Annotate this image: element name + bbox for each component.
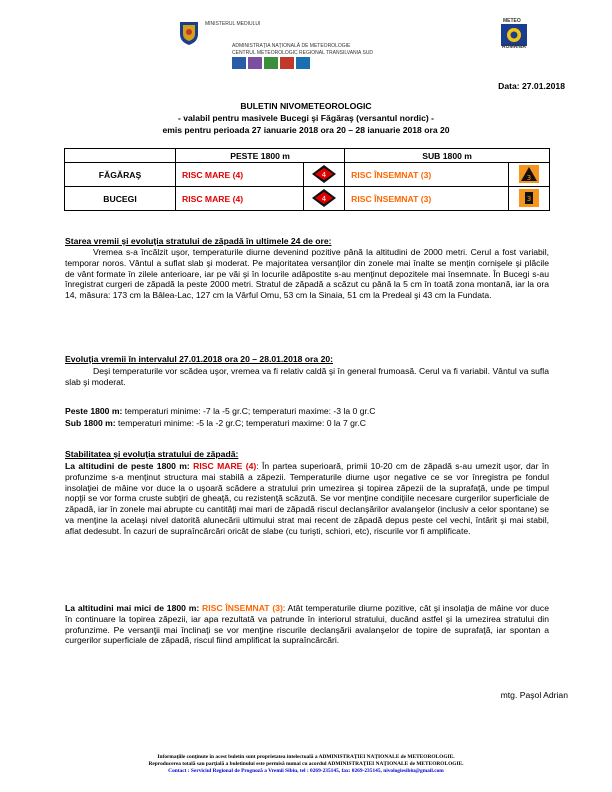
forecast-below-text: temperaturi minime: -5 la -2 gr.C; temperaturi maxime: 0 la 7 gr.C [115,418,366,428]
bulletin-title: BULETIN NIVOMETEOROLOGIC [240,101,372,111]
svg-text:3: 3 [526,194,532,203]
bulletin-period: emis pentru perioada 27 ianuarie 2018 ora 20 – 28 ianuarie 2018 ora 20 [162,125,450,135]
risk-table [64,148,550,211]
risk-below: RISC ÎNSEMNAT (3) [345,163,509,187]
section-forecast-heading: Evoluţia vremii în intervalul 27.01.2018 ora 20 – 28.01.2018 ora 20: [65,354,333,364]
sponsor-logo-icon [248,57,262,69]
risk-3-pictogram-icon [509,187,550,211]
svg-text:4: 4 [321,170,327,179]
table-header-below: SUB 1800 m [345,149,550,163]
ministry-name: MINISTERUL MEDIULUI [205,21,261,27]
sponsor-logos [232,57,310,69]
forecast-above-text: temperaturi minime: -7 la -5 gr.C; temperaturi maxime: -3 la 0 gr.C [122,406,376,416]
table-row [65,187,550,211]
stability-below-risk: RISC ÎNSEMNAT (3) [202,603,283,613]
stability-above-1800 [65,461,549,537]
forecast-below-1800 [65,418,549,429]
forecast-above-label: Peste 1800 m: [65,406,123,416]
table-header-above: PESTE 1800 m [176,149,345,163]
stability-above-risk: RISC MARE (4) [193,461,257,471]
svg-text:3: 3 [526,173,532,182]
stability-above-label: La altitudini de peste 1800 m: [65,461,190,471]
risk-above: RISC MARE (4) [176,163,304,187]
sponsor-logo-icon [296,57,310,69]
footer-copyright: Informaţiile conţinute în acest buletin sunt proprietatea intelectuală a ADMINISTRAŢIEI NAŢIONALE de METEOROLOGIE. [157,754,455,760]
forecast-below-label: Sub 1800 m: [65,418,116,428]
risk-4-pictogram-icon [304,187,345,211]
risk-3-pictogram-icon [509,163,550,187]
stability-below-1800 [65,603,549,646]
section-stability-heading: Stabilitatea şi evoluţia stratului de zăpadă: [65,449,239,459]
stability-above-text: : În partea superioară, primii 10-20 cm de zăpadă s-au umezit uşor, dar în profunzime s-a menţinut structura mai stabilă a zăpezii. Temperaturile diurne uşor negative ce se vor înregistra pe fondul insolaţiei de mâine vor duce la o uşoară scădere a stratului prin umezirea şi topirea zăpezii de la suprafaţă, unde pe timpul nopţii se vor forma cruste subţiri de gheaţă, cu rezistenţă scăzută. Se vor menţine condiţiile necesare curgerilor superficiale de zăpadă, iar în zonele mai abrupte cu cantităţi mai mari de zăpadă riscul declanşărilor avalanşelor (inclusiv a celor spontane) se va menţine la acelaşi nivel datorită alunecării ultimului strat mai recent de zăpadă depus peste cel vechi, întărit şi mai stabil, aflat dedesubt. În cazuri de supraîncărcări oricât de slabe (cu turişti, schiori, etc), riscurile vor fi amplificate. [65,461,549,536]
sponsor-logo-icon [232,57,246,69]
bulletin-date: Data: 27.01.2018 [498,81,565,91]
section-forecast-text: Deşi temperaturile vor scădea uşor, vremea va fi relativ caldă şi în general frumoasă. Cerul va fi variabil. Vântul va sufla slab şi moderat. [65,366,549,387]
footer-reproduction: Reproducerea totală sau parţială a buletinului este permisă numai cu acordul ADMINISTRAŢIEI NAŢIONALE de METEOROLOGIE. [148,761,464,767]
risk-below: RISC ÎNSEMNAT (3) [345,187,509,211]
mountain-name: BUCEGI [65,187,176,211]
stability-below-text: : Atât temperaturile diurne pozitive, cât şi insolaţia de mâine vor duce în continuare la topirea zăpezii, iar apa rezultată va patrunde în interiorul stratului, ducând astfel şi la umezirea stratului din profunzime. Pe versanţii mai înclinaţi se vor menţine riscurile declanşării avalanşelor de topire de suprafaţă, iar spontan a curgerilor superficiale de zăpadă, riscul fiind amplificat la supraîncărcări. [65,603,550,646]
bulletin-subtitle: - valabil pentru masivele Bucegi şi Făgăraş (versantul nordic) - [178,113,434,123]
stability-below-label: La altitudini mai mici de 1800 m: [65,603,200,613]
signature: mtg. Paşol Adrian [500,690,568,700]
partner-label: METEO [503,18,521,24]
table-header-row [65,149,550,163]
forecast-above-1800 [65,406,549,417]
svg-text:4: 4 [321,194,327,203]
section-weather-past-heading: Starea vremii şi evoluţia stratului de zăpadă în ultimele 24 de ore: [65,236,332,246]
footer-contact-link[interactable]: Contact : Serviciul Regional de Prognoză a Vremii Sibiu, tel : 0269-235145, fax: 0269-235145, nivologiesibiu@gmail.com [168,768,444,774]
agency-name: ADMINISTRAȚIA NAȚIONALĂ DE METEOROLOGIE [232,43,351,49]
footer [0,754,612,775]
mountain-name: FĂGĂRAŞ [65,163,176,187]
risk-above: RISC MARE (4) [176,187,304,211]
risk-4-pictogram-icon [304,163,345,187]
partner-country: ROMÂNIA [502,44,526,50]
government-crest-icon [178,20,200,46]
sponsor-logo-icon [264,57,278,69]
table-header-empty [65,149,176,163]
section-weather-past-text: Vremea s-a încălzit uşor, temperaturile diurne devenind pozitive până la altitudini de 2000 metri. Cerul a fost variabil, temporar noros. Vântul a suflat slab şi moderat. Pe majoritatea versanţilor din zonele mai înalte se menţin cornişele şi plăcile de vânt formate în zilele anterioare, iar pe văi şi în locurile adăpostite s-au menţinut depozitele mai însemnate. În Bucegi s-au înregistrat curgeri de zăpadă la peste 2000 metri. Stratul de zăpadă a scăzut cu până la 5 cm în toată zona montană, iar la ora 14, măsura: 173 cm la Bâlea-Lac, 127 cm la Vârful Omu, 53 cm la Sinaia, 51 cm la Predeal şi 43 cm la Fundata. [65,247,549,301]
meteo-romania-logo-icon [488,18,540,66]
table-row [65,163,550,187]
sponsor-logo-icon [280,57,294,69]
center-name: CENTRUL METEOROLOGIC REGIONAL TRANSILVANIA SUD [232,50,374,56]
